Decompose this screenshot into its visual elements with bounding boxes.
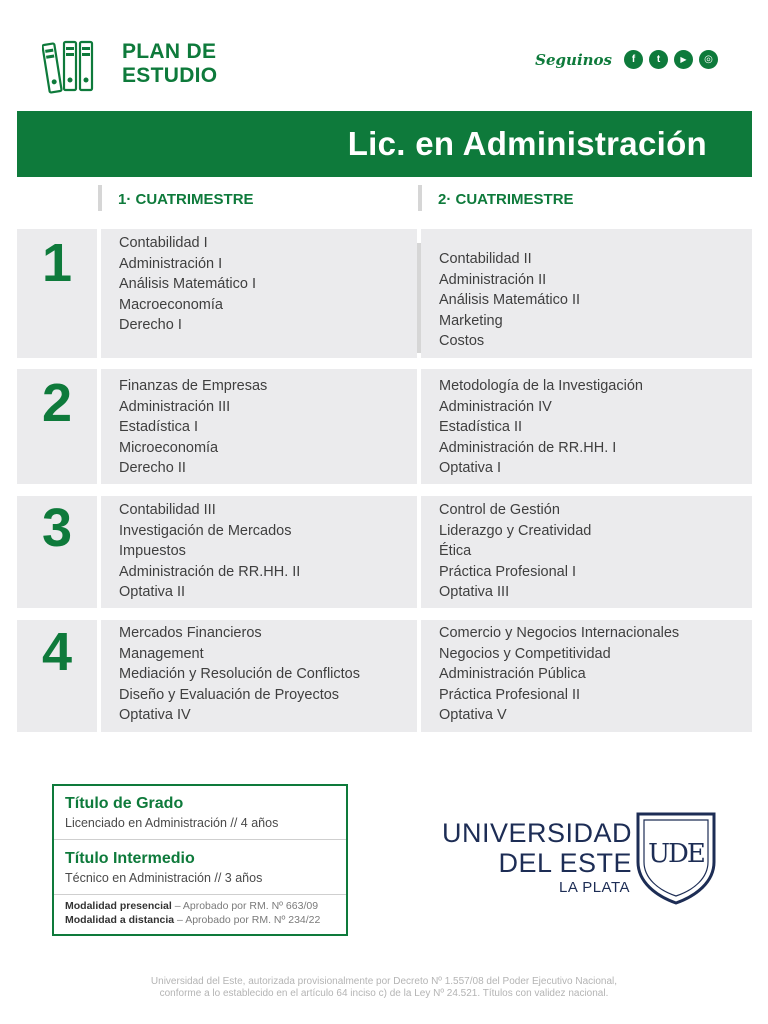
year-number: 3 (41, 498, 73, 558)
footer-line-1: Universidad del Este, autorizada provisionalmente por Decreto Nº 1.557/08 del Poder Ejecutivo Nacional, (150, 976, 618, 987)
subject-item: Impuestos (119, 543, 186, 560)
year-row-3 (17, 496, 752, 608)
subject-item: Contabilidad II (439, 251, 532, 267)
subject-item: Optativa III (439, 584, 510, 601)
subject-item: Contabilidad III (119, 502, 216, 518)
subject-item: Costos (439, 333, 485, 350)
subject-item: Management (119, 645, 204, 662)
year-number: 2 (41, 373, 73, 433)
first-semester-subjects (101, 496, 417, 608)
subject-item: Optativa IV (119, 707, 191, 724)
subject-item: Investigación de Mercados (119, 522, 292, 539)
subject-item: Microeconomía (119, 439, 219, 456)
instagram-icon[interactable]: ◎ (699, 50, 718, 69)
year-number-cell (17, 369, 97, 484)
modalidad-presencial-label: Modalidad presencial (65, 900, 172, 912)
subject-item: Control de Gestión (439, 502, 560, 518)
divider (54, 894, 346, 895)
follow-label: Seguinos (535, 50, 612, 69)
year-number: 4 (41, 622, 73, 682)
subject-item: Optativa II (119, 584, 186, 601)
subject-item: Administración de RR.HH. II (119, 563, 301, 580)
first-semester-subjects (101, 369, 417, 484)
intermedio-section (54, 850, 346, 885)
legal-footer (0, 976, 768, 1000)
modalidad-distancia-label: Modalidad a distancia (65, 914, 175, 926)
second-semester-subjects (421, 229, 752, 358)
grado-text: Licenciado en Administración // 4 años (65, 816, 279, 830)
modalidad-distancia (65, 913, 320, 927)
subject-item: Estadística II (439, 419, 523, 436)
year-number: 1 (41, 233, 73, 293)
subject-item: Contabilidad I (119, 235, 208, 251)
subject-item: Estadística I (119, 419, 198, 436)
subject-item: Análisis Matemático I (119, 276, 256, 293)
divider (54, 839, 346, 840)
second-semester-subjects (421, 620, 752, 732)
university-name-line-2: DEL ESTE (498, 848, 632, 878)
header (0, 0, 768, 110)
binders-icon (42, 38, 108, 94)
subject-item: Administración de RR.HH. I (439, 439, 617, 456)
year-row-1 (17, 229, 752, 358)
year-number-cell (17, 229, 97, 358)
footer-line-2: conforme a lo establecido en el artículo 64 inciso c) de la Ley Nº 24.521. Títulos con validez nacional. (159, 988, 609, 999)
subject-item: Mediación y Resolución de Conflictos (119, 666, 360, 683)
subject-item: Metodología de la Investigación (439, 378, 643, 394)
university-shield-icon (634, 810, 718, 906)
intermedio-text: Técnico en Administración // 3 años (65, 871, 263, 885)
grado-section (54, 795, 346, 830)
subject-item: Finanzas de Empresas (119, 378, 268, 394)
subject-item: Marketing (439, 312, 503, 329)
modalidad-presencial (65, 899, 318, 913)
career-title: Lic. en Administración (347, 125, 707, 162)
youtube-icon[interactable]: ▶ (674, 50, 693, 69)
subject-item: Macroeconomía (119, 296, 223, 313)
subject-item: Derecho II (119, 460, 186, 477)
subject-item: Administración Pública (439, 666, 586, 683)
first-semester-subjects (101, 620, 417, 732)
subject-item: Diseño y Evaluación de Proyectos (119, 686, 340, 703)
subject-item: Derecho I (119, 317, 182, 334)
logo-line-1: PLAN DE (122, 40, 217, 63)
first-semester-header: 1· CUATRIMESTRE (98, 185, 254, 211)
subject-item: Administración III (119, 398, 231, 415)
subject-item: Práctica Profesional I (439, 563, 577, 580)
subject-item: Optativa V (439, 707, 507, 724)
second-semester-header: 2· CUATRIMESTRE (418, 185, 574, 211)
subject-item: Optativa I (439, 460, 502, 477)
subject-item: Negocios y Competitividad (439, 645, 611, 662)
first-semester-subjects (101, 229, 417, 358)
modalidad-distancia-text: – Aprobado por RM. Nº 234/22 (174, 914, 321, 926)
grado-heading: Título de Grado (65, 795, 184, 812)
social-links (535, 50, 718, 69)
year-number-cell (17, 496, 97, 608)
subject-item: Administración IV (439, 398, 552, 415)
year-row-2 (17, 369, 752, 484)
subject-item: Mercados Financieros (119, 625, 262, 641)
second-semester-subjects (421, 496, 752, 608)
subject-item: Comercio y Negocios Internacionales (439, 625, 680, 641)
university-logo-text (432, 818, 632, 898)
year-number-cell (17, 620, 97, 732)
logo-line-2: ESTUDIO (122, 64, 218, 87)
modalidad-presencial-text: – Aprobado por RM. Nº 663/09 (171, 900, 319, 912)
subject-item: Práctica Profesional II (439, 686, 581, 703)
subject-item: Ética (439, 543, 472, 560)
facebook-icon[interactable]: f (624, 50, 643, 69)
second-semester-subjects (421, 369, 752, 484)
degree-titles-box (52, 784, 348, 936)
year-row-4 (17, 620, 752, 732)
intermedio-heading: Título Intermedio (65, 850, 195, 867)
subject-item: Administración I (119, 255, 223, 272)
career-banner (17, 111, 752, 177)
subject-item: Liderazgo y Creatividad (439, 522, 592, 539)
subject-item: Administración II (439, 271, 547, 288)
university-name-line-1: UNIVERSIDAD (441, 818, 632, 848)
university-name-line-3: LA PLATA (559, 879, 630, 896)
subject-item: Análisis Matemático II (439, 292, 581, 309)
twitter-icon[interactable]: t (649, 50, 668, 69)
svg-text:UDE: UDE (648, 839, 704, 869)
plan-de-estudio-title (122, 40, 217, 88)
